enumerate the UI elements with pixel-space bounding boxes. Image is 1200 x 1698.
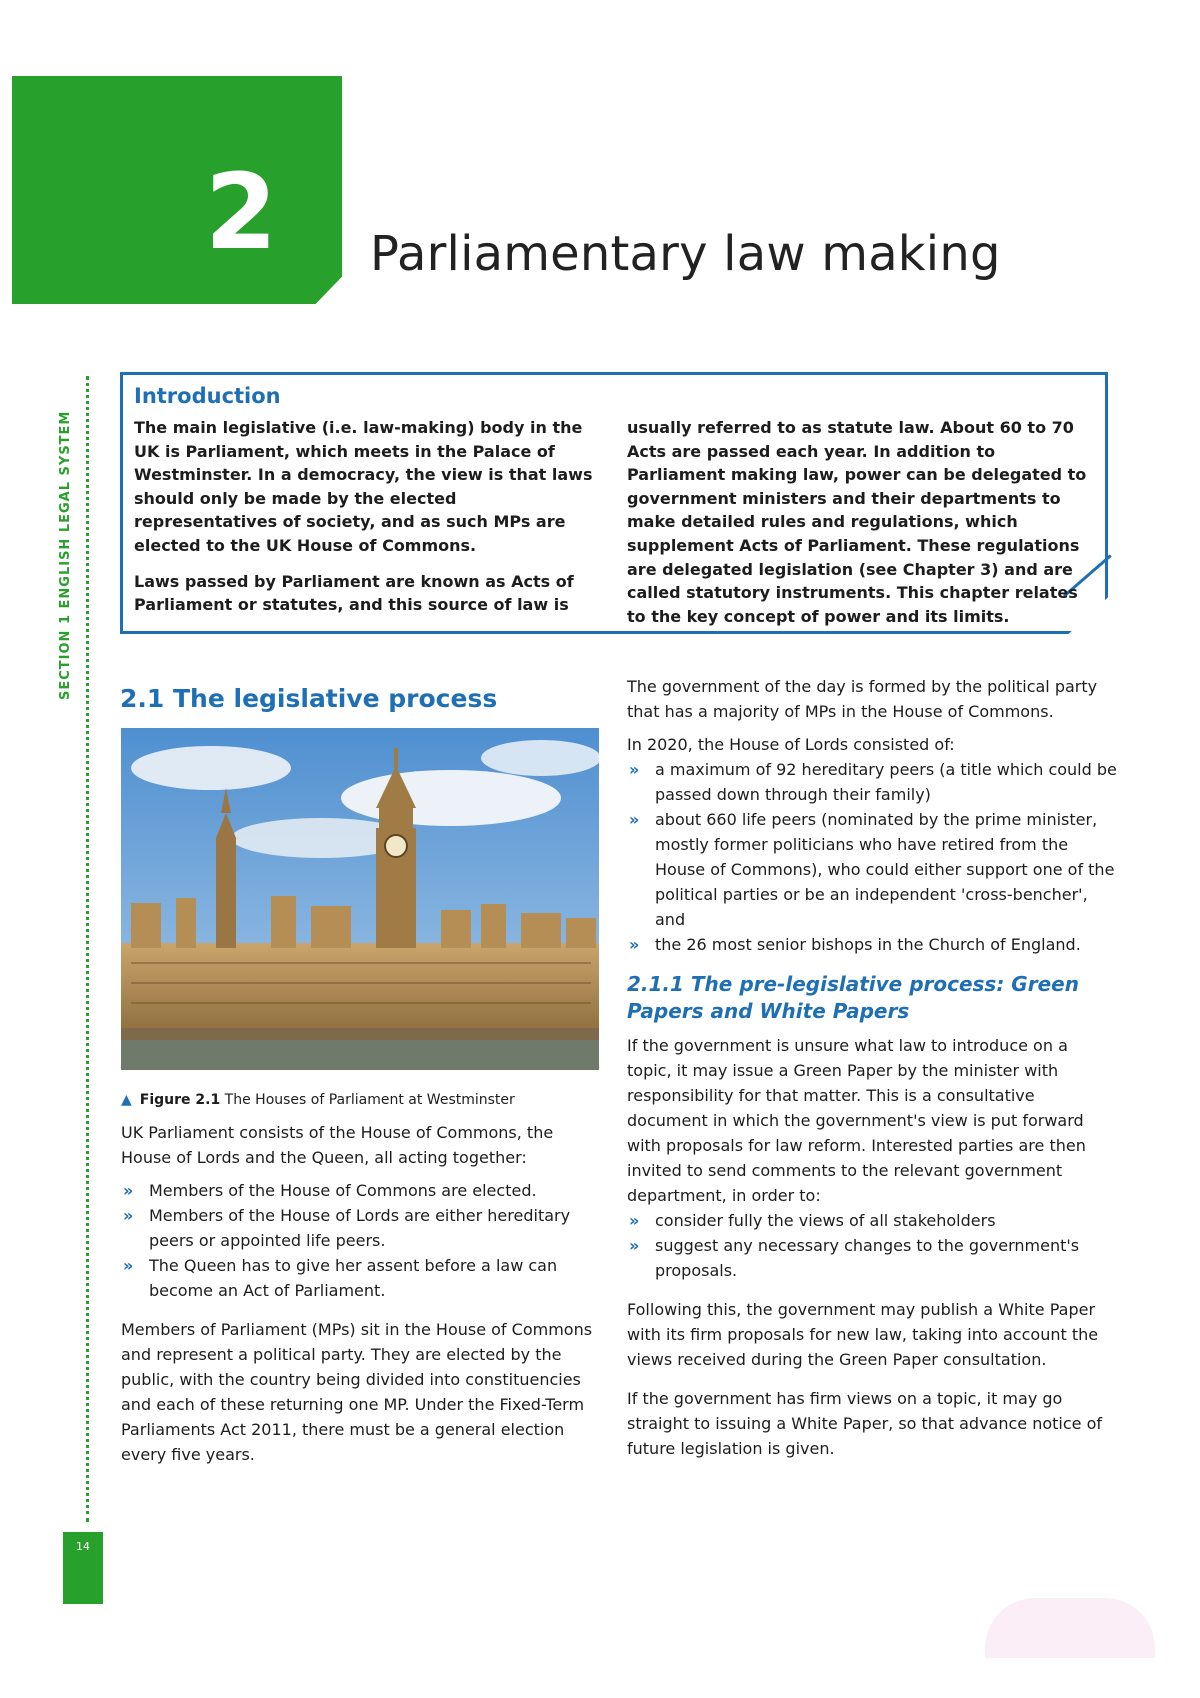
lords-bullet-list — [627, 757, 1117, 957]
chevron-bullet-icon: » — [123, 1181, 134, 1200]
figure-caption-text: The Houses of Parliament at Westminster — [224, 1092, 515, 1108]
decorative-shape — [985, 1598, 1155, 1658]
list-item: » Members of the House of Commons are elected. — [121, 1178, 601, 1203]
introduction-heading: Introduction — [134, 384, 281, 408]
figure-caption — [121, 1092, 601, 1108]
paragraph: The government of the day is formed by the political party that has a majority of MPs in the House of Commons. — [627, 677, 1098, 721]
list-item: » consider fully the views of all stakeholders — [627, 1208, 1117, 1233]
list-item: » Members of the House of Lords are either hereditary peers or appointed life peers. — [121, 1203, 601, 1253]
paragraph: If the government is unsure what law to introduce on a topic, it may issue a Green Paper by the minister with responsibility for that matter. This is a consultative document in which the government's view is put forward with proposals for law reform. Interested parties are then invited to send comments to the relevant government department, in order to: — [627, 1036, 1086, 1205]
introduction-right-column — [627, 416, 1087, 640]
list-item: » about 660 life peers (nominated by the prime minister, mostly former politicians who have retired from the House of Commons), who could either support one of the political parties or be an independent 'cross-bencher', and — [627, 807, 1117, 932]
triangle-icon: ▲ — [121, 1092, 132, 1108]
paragraph: Members of Parliament (MPs) sit in the House of Commons and represent a political party. They are elected by the public, with the country being divided into constituencies and each of these returning one MP. Under the Fixed-Term Parliaments Act 2011, there must be a general election every five years. — [121, 1320, 593, 1464]
section-heading: 2.1 The legislative process — [120, 684, 498, 713]
intro-paragraph: The main legislative (i.e. law-making) body in the UK is Parliament, which meets in the Palace of Westminster. In a democracy, the view is that laws should only be made by the elected representatives of society, and as such MPs are elected to the UK House of Commons. — [134, 418, 593, 555]
list-item: » The Queen has to give her assent before a law can become an Act of Parliament. — [121, 1253, 601, 1303]
chevron-bullet-icon: » — [629, 1211, 640, 1230]
paragraph: In 2020, the House of Lords consisted of: — [627, 735, 955, 754]
paragraph: Following this, the government may publish a White Paper with its firm proposals for new law, taking into account the views received during the Green Paper consultation. — [627, 1300, 1099, 1369]
chevron-bullet-icon: » — [123, 1256, 134, 1275]
intro-paragraph: Laws passed by Parliament are known as Acts of Parliament or statutes, and this source of law is — [134, 571, 574, 615]
chapter-number: 2 — [204, 151, 278, 273]
section-side-label: SECTION 1 ENGLISH LEGAL SYSTEM — [58, 410, 73, 700]
chevron-bullet-icon: » — [629, 1236, 640, 1255]
paragraph: UK Parliament consists of the House of Commons, the House of Lords and the Queen, all acting together: — [121, 1123, 554, 1167]
houses-of-parliament-photo — [121, 728, 599, 1070]
intro-paragraph: usually referred to as statute law. About 60 to 70 Acts are passed each year. In addition to Parliament making law, power can be delegated to government ministers and their departments to make detailed rules and regulations, which supplement Acts of Parliament. These regulations are delegated legislation (see Chapter 3) and are called statutory instruments. This chapter relates to the key concept of power and its limits. — [627, 418, 1087, 626]
chapter-banner — [12, 76, 342, 304]
side-dotted-rule — [86, 376, 89, 1522]
right-text-column — [627, 674, 1117, 1469]
paragraph: If the government has firm views on a topic, it may go straight to issuing a White Paper, so that advance notice of future legislation is given. — [627, 1389, 1102, 1458]
list-item: » suggest any necessary changes to the government's proposals. — [627, 1233, 1117, 1283]
chevron-bullet-icon: » — [629, 935, 640, 954]
chapter-title: Parliamentary law making — [370, 226, 1001, 282]
list-item: » a maximum of 92 hereditary peers (a title which could be passed down through their family) — [627, 757, 1117, 807]
chevron-bullet-icon: » — [123, 1206, 134, 1225]
subsection-heading: 2.1.1 The pre-legislative process: Green Papers and White Papers — [627, 972, 1079, 1023]
list-item: » the 26 most senior bishops in the Church of England. — [627, 932, 1117, 957]
chevron-bullet-icon: » — [629, 760, 640, 779]
left-text-column — [121, 1120, 601, 1475]
page-number: 14 — [76, 1540, 90, 1553]
green-paper-bullet-list — [627, 1208, 1117, 1283]
chevron-bullet-icon: » — [629, 810, 640, 829]
figure-label: Figure 2.1 — [139, 1092, 221, 1108]
parliament-bullet-list — [121, 1178, 601, 1303]
introduction-left-column — [134, 416, 594, 629]
